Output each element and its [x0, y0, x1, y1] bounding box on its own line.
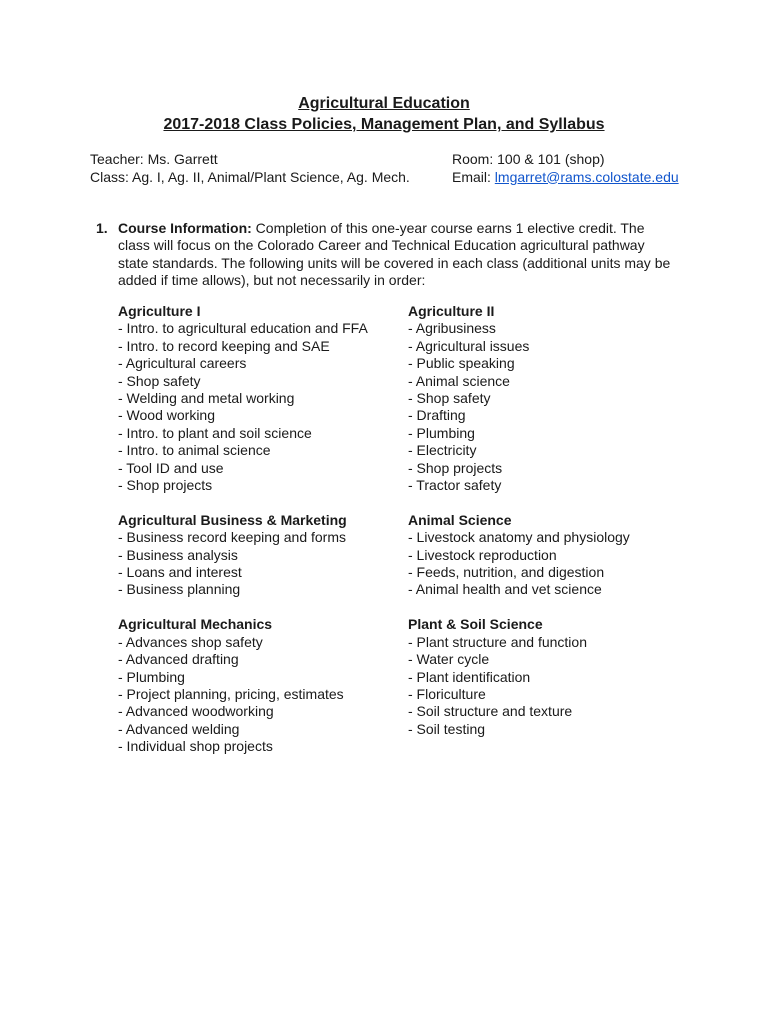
email-link[interactable]: lmgarret@rams.colostate.edu: [494, 168, 679, 185]
teacher-name: Teacher: Ms. Garrett: [90, 151, 218, 167]
unit-agriculture-1: [118, 303, 408, 494]
unit-item: - Business planning: [118, 581, 241, 598]
unit-item: - Plumbing: [118, 668, 185, 685]
unit-item: - Shop safety: [408, 390, 491, 407]
unit-title: Animal Science: [408, 511, 512, 528]
unit-item: - Intro. to plant and soil science: [118, 424, 312, 441]
unit-title: Agricultural Business & Marketing: [118, 511, 347, 528]
email-label: Email:: [452, 168, 495, 185]
unit-item: - Animal health and vet science: [408, 581, 602, 598]
section-heading: Course Information:: [118, 220, 252, 236]
title-line-1: Agricultural Education: [298, 95, 470, 112]
unit-item: - Water cycle: [408, 651, 490, 668]
class-list: Class: Ag. I, Ag. II, Animal/Plant Science, Ag. Mech.: [90, 168, 410, 185]
unit-item: - Animal science: [408, 372, 510, 389]
email-line: [452, 169, 700, 187]
unit-item: - Plant structure and function: [408, 633, 587, 650]
unit-title: Agriculture I: [118, 303, 201, 319]
unit-ag-mechanics: [118, 616, 408, 755]
unit-item: - Soil structure and texture: [408, 703, 573, 720]
unit-item: - Business analysis: [118, 546, 238, 563]
unit-item: - Feeds, nutrition, and digestion: [408, 564, 605, 581]
header-row-1: [90, 151, 700, 169]
unit-item: - Drafting: [408, 407, 466, 424]
unit-item: - Advanced woodworking: [118, 703, 274, 720]
header-info: [90, 151, 700, 186]
unit-item: - Advanced drafting: [118, 651, 239, 668]
unit-item: - Tractor safety: [408, 477, 502, 494]
unit-item: - Advances shop safety: [118, 633, 263, 650]
unit-item: - Agricultural issues: [408, 337, 530, 354]
room-number: Room: 100 & 101 (shop): [452, 151, 605, 167]
unit-row: [118, 512, 698, 599]
unit-item: - Floriculture: [408, 685, 486, 702]
unit-item: - Plumbing: [408, 424, 475, 441]
unit-item: - Intro. to agricultural education and FFA: [118, 320, 368, 337]
section-number: 1.: [96, 220, 108, 236]
title-line-2: 2017-2018 Class Policies, Management Plan, and Syllabus: [163, 116, 605, 133]
unit-item: - Business record keeping and forms: [118, 529, 346, 546]
unit-item: - Loans and interest: [118, 564, 242, 581]
unit-item: - Agricultural careers: [118, 355, 247, 372]
unit-item: - Livestock reproduction: [408, 546, 557, 563]
header-row-2: [90, 169, 700, 187]
units-list: [118, 303, 698, 773]
section-body: [118, 220, 676, 289]
unit-item: - Project planning, pricing, estimates: [118, 685, 344, 702]
unit-item: - Shop projects: [118, 477, 213, 494]
unit-plant-soil-science: [408, 616, 698, 755]
unit-row: [118, 303, 698, 494]
unit-item: - Welding and metal working: [118, 390, 295, 407]
unit-item: - Public speaking: [408, 355, 515, 372]
unit-item: - Livestock anatomy and physiology: [408, 529, 630, 546]
unit-business-marketing: [118, 512, 408, 599]
unit-item: - Electricity: [408, 442, 477, 459]
unit-item: - Shop projects: [408, 459, 503, 476]
unit-item: - Tool ID and use: [118, 459, 224, 476]
unit-item: - Intro. to animal science: [118, 442, 271, 459]
unit-item: - Advanced welding: [118, 720, 240, 737]
course-information-section: [96, 220, 676, 289]
unit-item: - Shop safety: [118, 372, 201, 389]
unit-row: [118, 616, 698, 755]
unit-title: Agricultural Mechanics: [118, 616, 273, 633]
unit-item: - Wood working: [118, 407, 216, 424]
unit-item: - Agribusiness: [408, 320, 496, 337]
unit-item: - Soil testing: [408, 720, 486, 737]
unit-title: Agriculture II: [408, 303, 495, 319]
unit-item: - Intro. to record keeping and SAE: [118, 337, 330, 354]
unit-item: - Individual shop projects: [118, 738, 273, 755]
unit-item: - Plant identification: [408, 668, 531, 685]
section-text: Completion of this one-year course earns 1 elective credit. The class will focus on the Colorado Career and Technical Education agricultural pathway state standards. The following units will be covered in each class (additional units may be added if time allows), but not necessarily in order:: [118, 220, 671, 288]
unit-animal-science: [408, 512, 698, 599]
unit-title: Plant & Soil Science: [408, 616, 543, 633]
document-title: [0, 93, 768, 135]
unit-agriculture-2: [408, 303, 698, 494]
